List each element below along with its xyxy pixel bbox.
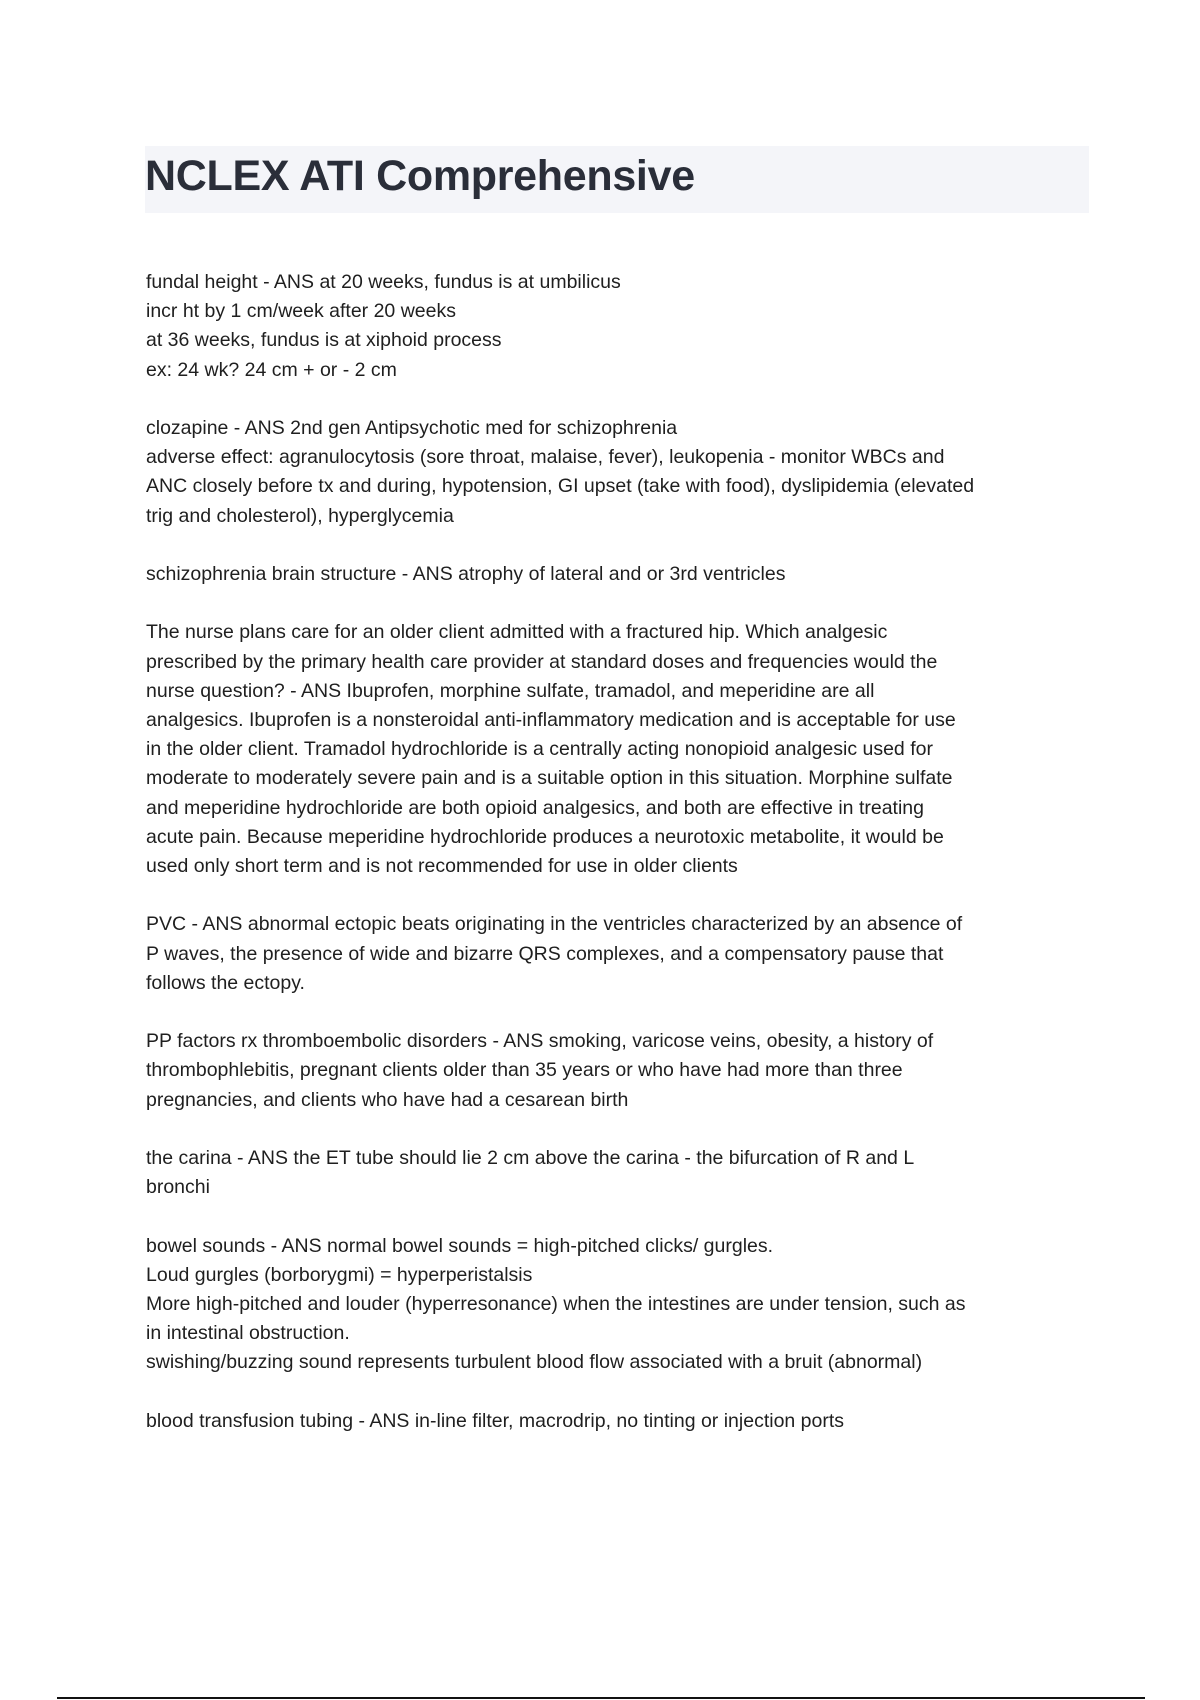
entry-line: clozapine - ANS 2nd gen Antipsychotic med for schizophrenia — [146, 417, 678, 439]
document-title: NCLEX ATI Comprehensive — [145, 152, 695, 200]
flashcard-entry — [146, 1144, 1096, 1202]
flashcard-entry — [146, 910, 1096, 998]
flashcard-entry — [146, 1232, 1096, 1378]
entry-line: in the older client. Tramadol hydrochloride is a centrally acting nonopioid analgesic used for — [146, 738, 933, 761]
entry-line: blood transfusion tubing - ANS in-line filter, macrodrip, no tinting or injection ports — [146, 1409, 845, 1432]
flashcard-entry — [146, 560, 1096, 589]
entry-line: fundal height - ANS at 20 weeks, fundus is at umbilicus — [146, 271, 621, 293]
entry-line: trig and cholesterol), hyperglycemia — [146, 504, 454, 527]
title-banner — [145, 146, 1089, 213]
entry-line: in intestinal obstruction. — [146, 1322, 350, 1345]
flashcard-entry — [146, 1027, 1096, 1115]
entry-line: bowel sounds - ANS normal bowel sounds = high-pitched clicks/ gurgles. — [146, 1234, 774, 1257]
entry-line: acute pain. Because meperidine hydrochloride produces a neurotoxic metabolite, it would be — [146, 825, 944, 848]
entry-line: P waves, the presence of wide and bizarre QRS complexes, and a compensatory pause that — [146, 942, 944, 965]
entry-line: More high-pitched and louder (hyperresonance) when the intestines are under tension, such as — [146, 1293, 966, 1315]
entry-line: ex: 24 wk? 24 cm + or - 2 cm — [146, 358, 397, 381]
entry-line: swishing/buzzing sound represents turbulent blood flow associated with a bruit (abnormal) — [146, 1351, 923, 1374]
flashcard-entry — [146, 618, 1096, 881]
entry-line: ANC closely before tx and during, hypotension, GI upset (take with food), dyslipidemia (elevated — [146, 475, 975, 498]
entry-line: and meperidine hydrochloride are both opioid analgesics, and both are effective in treating — [146, 796, 924, 819]
document-body — [146, 268, 1096, 1465]
entry-line: analgesics. Ibuprofen is a nonsteroidal anti-inflammatory medication and is acceptable for use — [146, 709, 956, 731]
entry-line: prescribed by the primary health care provider at standard doses and frequencies would the — [146, 650, 938, 673]
entry-line: the carina - ANS the ET tube should lie 2 cm above the carina - the bifurcation of R and L — [146, 1147, 915, 1169]
entry-line: used only short term and is not recommended for use in older clients — [146, 855, 738, 878]
entry-line: at 36 weeks, fundus is at xiphoid process — [146, 329, 502, 352]
entry-line: follows the ectopy. — [146, 971, 305, 994]
flashcard-entry — [146, 414, 1096, 531]
flashcard-entry — [146, 268, 1096, 385]
entry-line: moderate to moderately severe pain and is a suitable option in this situation. Morphine sulfate — [146, 767, 953, 790]
entry-line: bronchi — [146, 1176, 210, 1199]
entry-line: PVC - ANS abnormal ectopic beats originating in the ventricles characterized by an absence of — [146, 913, 963, 936]
entry-line: Loud gurgles (borborygmi) = hyperperistalsis — [146, 1263, 533, 1286]
entry-line: adverse effect: agranulocytosis (sore throat, malaise, fever), leukopenia - monitor WBCs and — [146, 446, 945, 469]
page-divider — [57, 1697, 1145, 1699]
entry-line: nurse question? - ANS Ibuprofen, morphine sulfate, tramadol, and meperidine are all — [146, 679, 875, 702]
entry-line: The nurse plans care for an older client admitted with a fractured hip. Which analgesic — [146, 621, 888, 644]
entry-line: thrombophlebitis, pregnant clients older than 35 years or who have had more than three — [146, 1059, 903, 1082]
flashcard-entry — [146, 1407, 1096, 1436]
entry-line: PP factors rx thromboembolic disorders - ANS smoking, varicose veins, obesity, a history of — [146, 1030, 934, 1053]
entry-line: pregnancies, and clients who have had a cesarean birth — [146, 1088, 629, 1111]
entry-line: schizophrenia brain structure - ANS atrophy of lateral and or 3rd ventricles — [146, 563, 786, 585]
entry-line: incr ht by 1 cm/week after 20 weeks — [146, 300, 456, 323]
